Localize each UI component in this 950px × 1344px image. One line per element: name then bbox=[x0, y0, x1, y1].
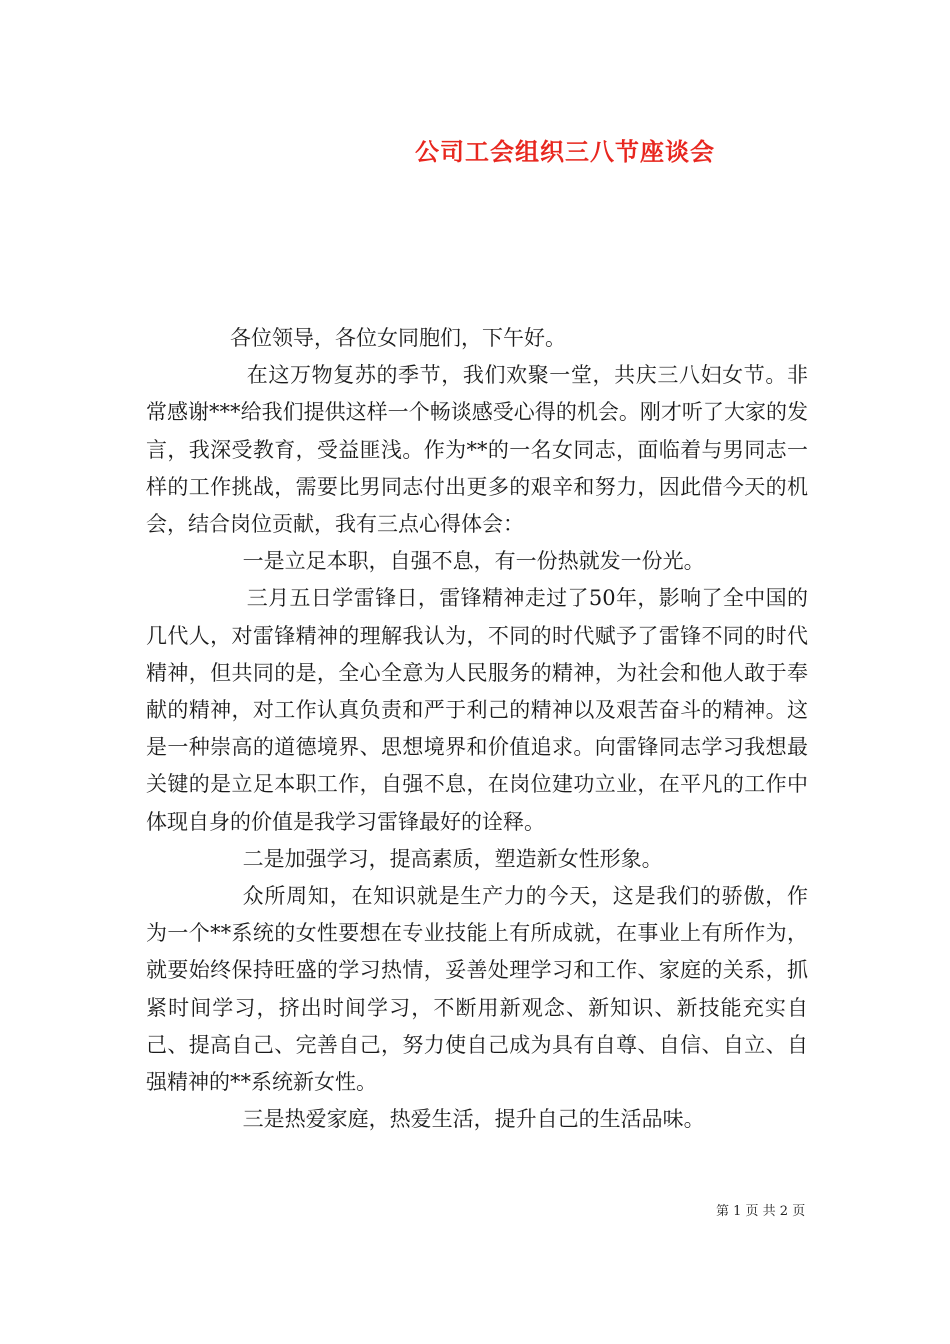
document-body bbox=[146, 320, 808, 1138]
point-two-paragraph: 众所周知，在知识就是生产力的今天，这是我们的骄傲，作为一个**系统的女性要想在专业技能上有所成就，在事业上有所作为，就要始终保持旺盛的学习热情，妥善处理学习和工作、家庭的关系，抓紧时间学习，挤出时间学习，不断用新观念、新知识、新技能充实自己、提高自己、完善自己，努力使自己成为具有自尊、自信、自立、自强精神的**系统新女性。 bbox=[146, 884, 808, 1095]
intro-paragraph: 在这万物复苏的季节，我们欢聚一堂，共庆三八妇女节。非常感谢***给我们提供这样一个畅谈感受心得的机会。刚才听了大家的发言，我深受教育，受益匪浅。作为**的一名女同志，面临着与男同志一样的工作挑战，需要比男同志付出更多的艰辛和努力，因此借今天的机会，结合岗位贡献，我有三点心得体会： bbox=[146, 363, 808, 537]
greeting-paragraph: 各位领导，各位女同胞们，下午好。 bbox=[230, 326, 566, 350]
page-footer: 第 1 页 共 2 页 bbox=[716, 1204, 806, 1219]
point-one-heading: 一是立足本职，自强不息，有一份热就发一份光。 bbox=[242, 549, 705, 574]
point-two-heading: 二是加强学习，提高素质，塑造新女性形象。 bbox=[242, 846, 663, 871]
page-title: 公司工会组织三八节座谈会 bbox=[415, 137, 715, 166]
point-one-paragraph: 三月五日学雷锋日，雷锋精神走过了50年，影响了全中国的几代人，对雷锋精神的理解我认为，不同的时代赋予了雷锋不同的时代精神，但共同的是，全心全意为人民服务的精神，为社会和他人敢于奉献的精神，对工作认真负责和严于利己的精神以及艰苦奋斗的精神。这是一种崇高的道德境界、思想境界和价值追求。向雷锋同志学习我想最关键的是立足本职工作，自强不息，在岗位建功立业，在平凡的工作中体现自身的价值是我学习雷锋最好的诠释。 bbox=[146, 586, 808, 834]
point-three-heading: 三是热爱家庭，热爱生活，提升自己的生活品味。 bbox=[242, 1107, 705, 1132]
